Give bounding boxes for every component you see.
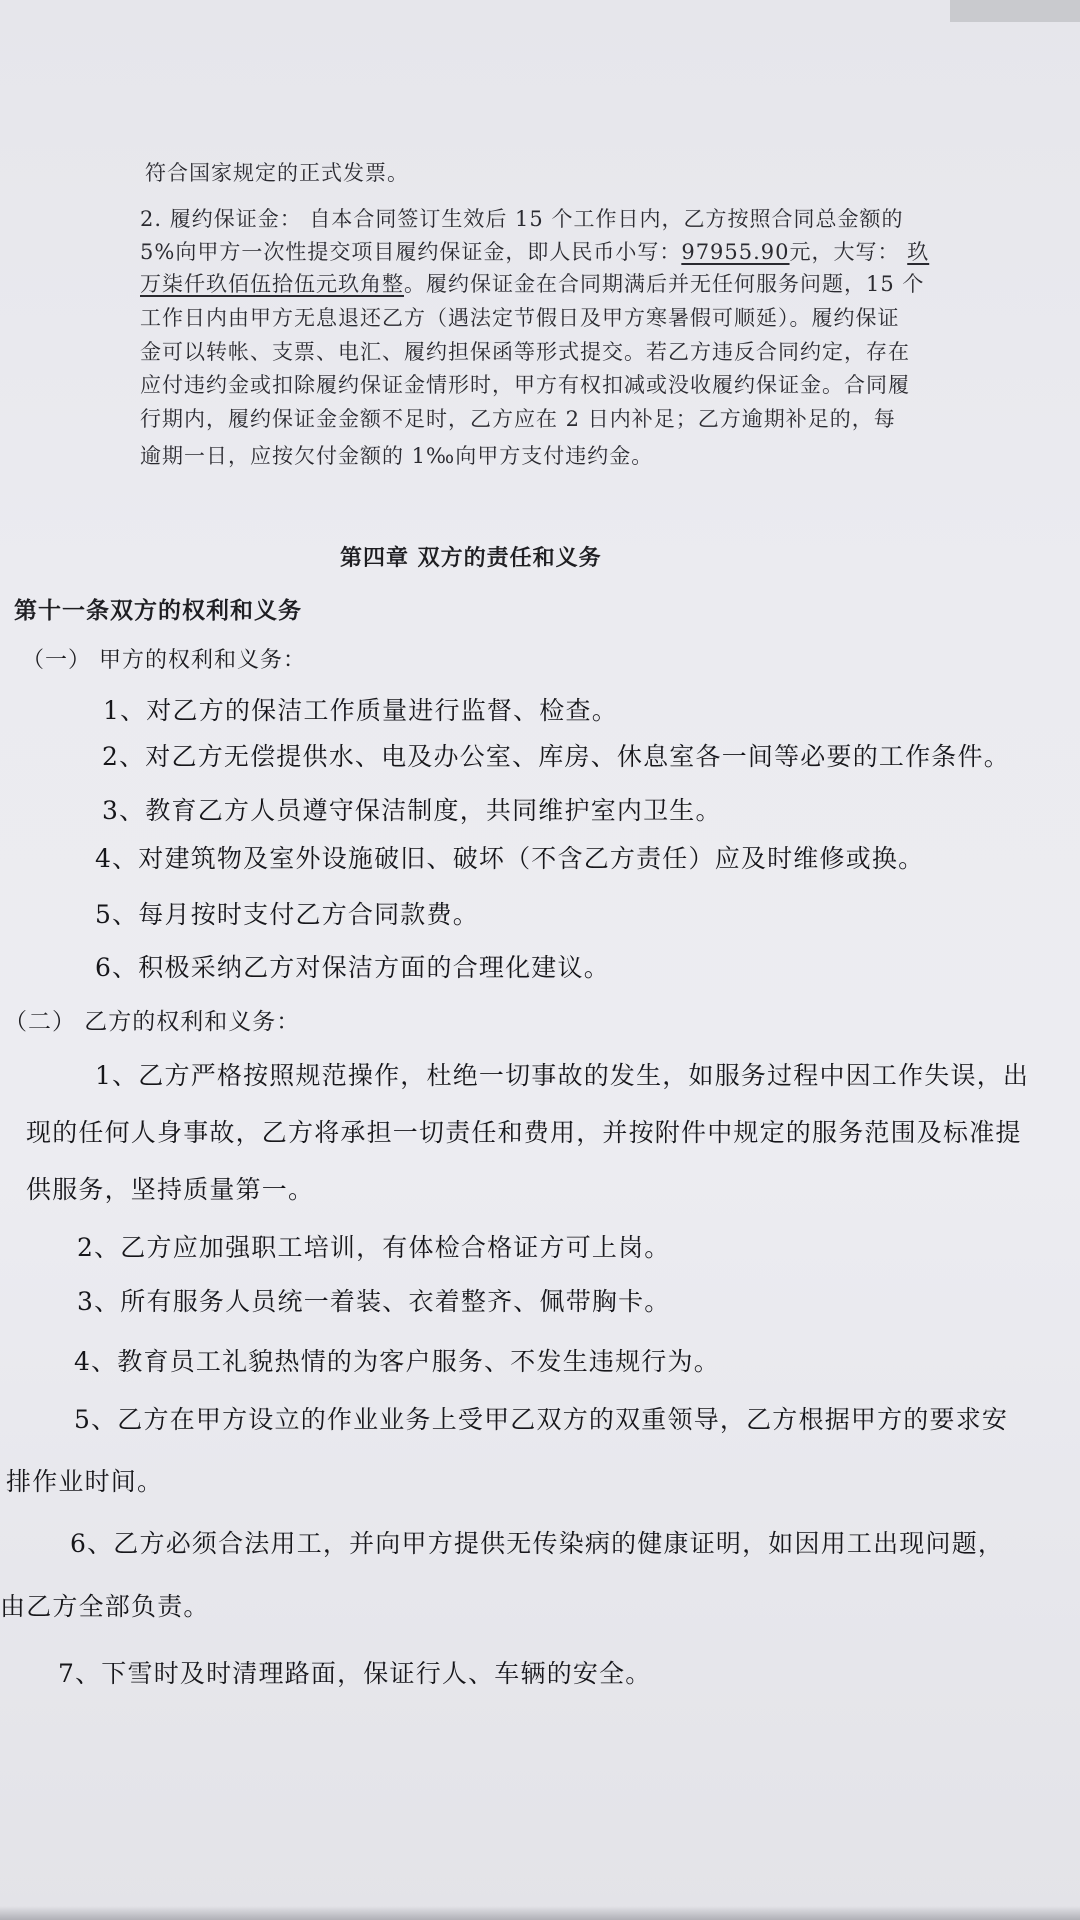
party-a-item: 2、对乙方无偿提供水、电及办公室、库房、休息室各一间等必要的工作条件。 bbox=[102, 742, 1010, 771]
party-b-item-1-line-3: 供服务，坚持质量第一。 bbox=[26, 1175, 315, 1204]
background-edge bbox=[950, 0, 1080, 22]
page-edge-shadow bbox=[0, 1906, 1080, 1920]
deposit-amount-chinese: 玖 bbox=[907, 240, 930, 264]
party-a-heading: （一） 甲方的权利和义务： bbox=[22, 648, 306, 673]
party-b-item-6-line-1: 6、乙方必须合法用工，并向甲方提供无传染病的健康证明，如因用工出现问题， bbox=[70, 1529, 1005, 1558]
deposit-text: 。履约保证金在合同期满后并无任何服务问题，15 个 bbox=[404, 272, 925, 296]
deposit-line-5: 金可以转帐、支票、电汇、履约担保函等形式提交。若乙方违反合同约定，存在 bbox=[140, 340, 910, 364]
party-b-item-5-line-1: 5、乙方在甲方设立的作业业务上受甲乙双方的双重领导，乙方根据甲方的要求安 bbox=[74, 1405, 1009, 1434]
party-a-item: 6、积极采纳乙方对保洁方面的合理化建议。 bbox=[95, 953, 610, 982]
deposit-line-4: 工作日内由甲方无息退还乙方（遇法定节假日及甲方寒暑假可顺延）。履约保证 bbox=[140, 306, 900, 330]
deposit-amount: 97955.90 bbox=[681, 240, 790, 264]
article-title: 第十一条双方的权利和义务 bbox=[14, 597, 302, 624]
party-a-item: 4、对建筑物及室外设施破旧、破坏（不含乙方责任）应及时维修或换。 bbox=[95, 844, 925, 873]
deposit-line-2 bbox=[140, 236, 929, 266]
party-a-item: 1、对乙方的保洁工作质量进行监督、检查。 bbox=[103, 696, 618, 725]
deposit-text: 元，大写： bbox=[789, 240, 908, 264]
party-a-item: 3、教育乙方人员遵守保洁制度，共同维护室内卫生。 bbox=[102, 796, 722, 825]
party-b-heading: （二） 乙方的权利和义务： bbox=[4, 1009, 301, 1035]
deposit-text: 5%向甲方一次性提交项目履约保证金，即人民币小写： bbox=[140, 240, 682, 264]
invoice-line: 符合国家规定的正式发票。 bbox=[145, 161, 409, 185]
party-b-item-1-line-1: 1、乙方严格按照规范操作，杜绝一切事故的发生，如服务过程中因工作失误，出 bbox=[95, 1061, 1030, 1090]
deposit-line-6: 应付违约金或扣除履约保证金情形时，甲方有权扣减或没收履约保证金。合同履 bbox=[140, 373, 910, 397]
party-b-item-4: 4、教育员工礼貌热情的为客户服务、不发生违规行为。 bbox=[74, 1347, 720, 1376]
party-b-item-5-line-2: 排作业时间。 bbox=[6, 1467, 164, 1496]
party-b-item-7: 7、下雪时及时清理路面，保证行人、车辆的安全。 bbox=[58, 1659, 652, 1688]
chapter-title: 第四章 双方的责任和义务 bbox=[340, 545, 602, 571]
deposit-line-3 bbox=[140, 268, 924, 298]
party-b-item-2: 2、乙方应加强职工培训，有体检合格证方可上岗。 bbox=[77, 1233, 671, 1262]
party-b-item-6-line-2: 由乙方全部负责。 bbox=[0, 1592, 210, 1621]
deposit-amount-chinese: 万柒仟玖佰伍拾伍元玖角整 bbox=[140, 272, 404, 296]
party-a-item: 5、每月按时支付乙方合同款费。 bbox=[95, 900, 479, 929]
deposit-line-8: 逾期一日，应按欠付金额的 1‰向甲方支付违约金。 bbox=[140, 444, 654, 468]
deposit-line-1: 2. 履约保证金： 自本合同签订生效后 15 个工作日内，乙方按照合同总金额的 bbox=[140, 207, 904, 231]
deposit-line-7: 行期内，履约保证金金额不足时，乙方应在 2 日内补足；乙方逾期补足的，每 bbox=[140, 407, 896, 431]
party-b-item-3: 3、所有服务人员统一着装、衣着整齐、佩带胸卡。 bbox=[77, 1287, 671, 1316]
party-b-item-1-line-2: 现的任何人身事故，乙方将承担一切责任和费用，并按附件中规定的服务范围及标准提 bbox=[26, 1118, 1022, 1147]
